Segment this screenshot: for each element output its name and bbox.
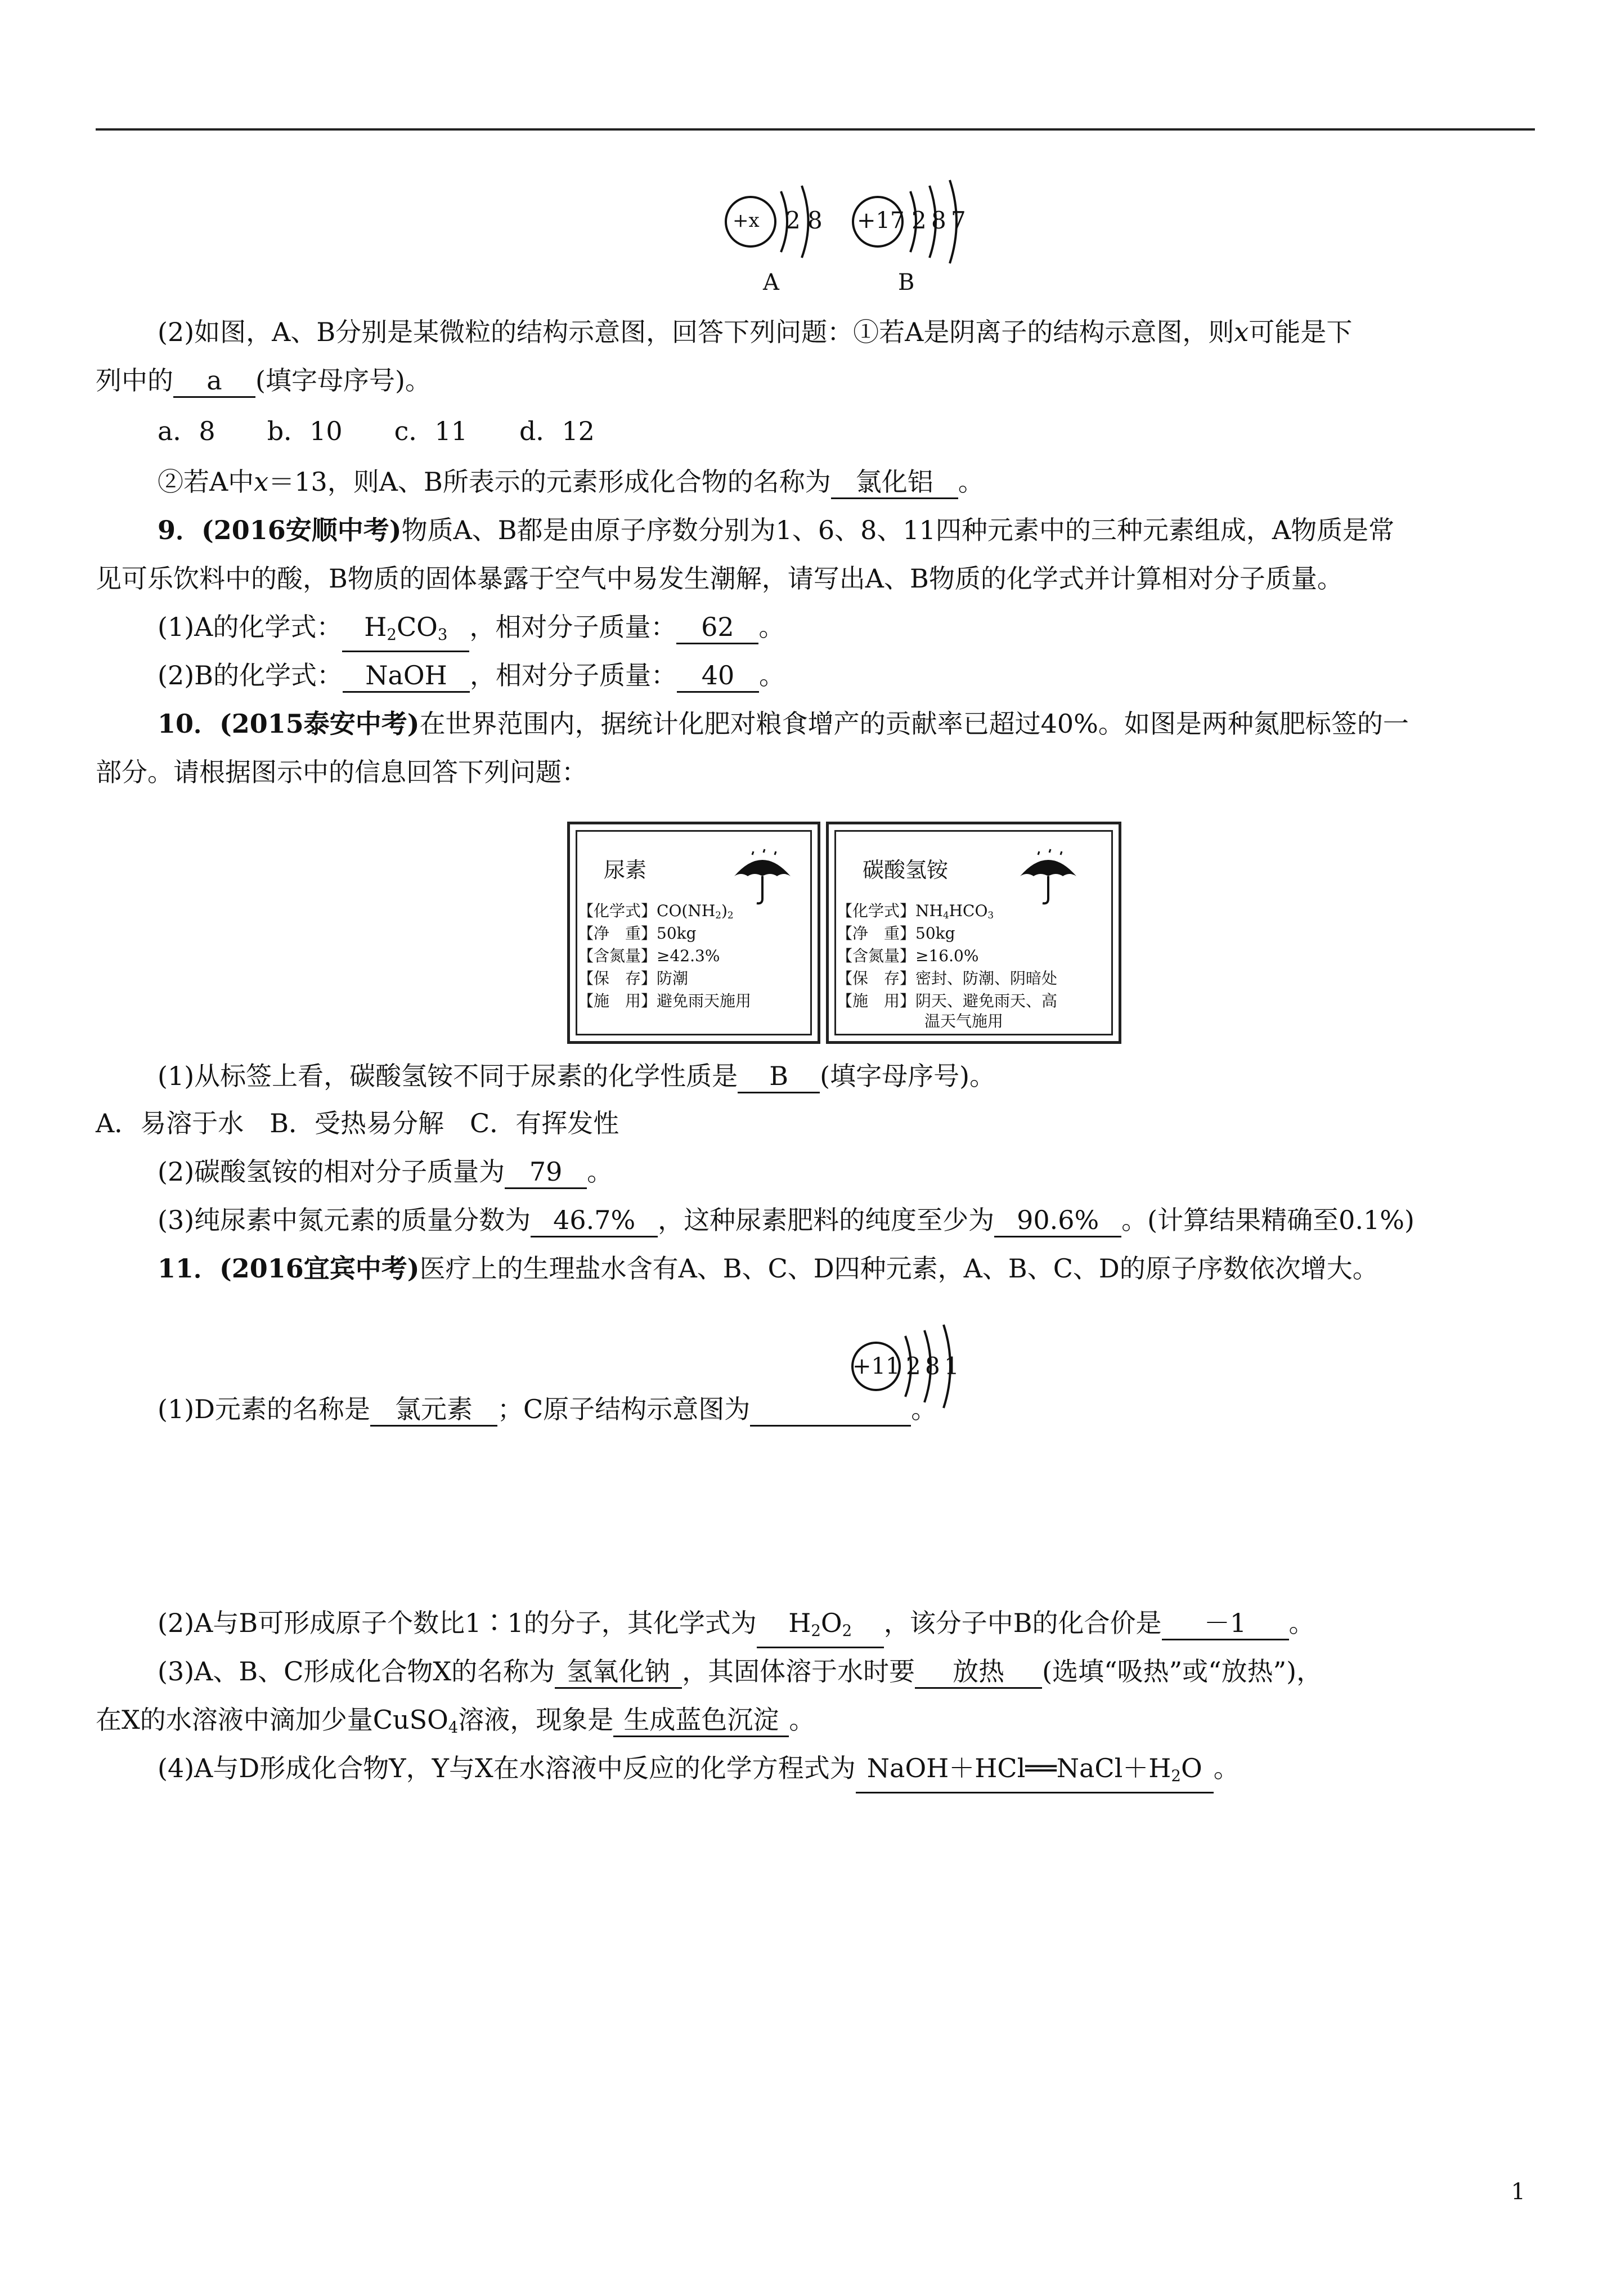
q9-mass-a: 62: [676, 611, 758, 644]
q10-part1: (1)从标签上看，碳酸氢铵不同于尿素的化学性质是 B (填字母序号)。: [158, 1059, 995, 1093]
q10-stem-line2: 部分。请根据图示中的信息回答下列问题：: [96, 757, 587, 787]
umbrella-rain-icon: [729, 847, 796, 915]
fertilizer-label-nh4hco3: [826, 822, 1121, 1044]
atom-c-shell-1: 2: [906, 1352, 921, 1380]
q11-part3: (3)A、B、C形成化合物X的名称为 氢氧化钠 ，其固体溶于水时要 放热 (选填“吸热”或“放热”)，: [158, 1654, 1322, 1689]
q8-2-options: a．8 b．10 c．11 d．12: [158, 416, 595, 446]
label-nh4hco3-row-storage: 【保 存】密封、防潮、阴暗处: [837, 969, 1058, 988]
q10-options: A．易溶于水 B．受热易分解 C．有挥发性: [96, 1108, 619, 1138]
label-nh4hco3-title: 碳酸氢铵: [863, 858, 949, 882]
atom-c-shell-2: 8: [925, 1352, 940, 1380]
q8-2-answer: a: [173, 365, 255, 398]
q11-part4-answer: $NaOH+HCl══NaCl+H_2O$: [856, 1752, 1214, 1793]
label-nh4hco3-row-weight: 【净 重】50kg: [837, 924, 955, 943]
atom-a-caption: A: [763, 270, 779, 295]
label-urea-row-usage: 【施 用】避免雨天施用: [578, 992, 752, 1010]
label-urea-row-storage: 【保 存】防潮: [578, 969, 689, 988]
atom-a-nucleus: +x: [733, 209, 760, 232]
q9-part1: (1)A的化学式： $H_2CO_3$ ，相对分子质量： 62 。: [158, 610, 784, 652]
q9-mass-b: 40: [677, 660, 759, 693]
atom-b-caption: B: [898, 270, 915, 295]
umbrella-rain-icon: [1014, 847, 1082, 915]
label-urea-row-formula: 【化学式】$CO(NH_2)_2$: [578, 902, 734, 921]
q9-stem-line2: 见可乐饮料中的酸，B物质的固体暴露于空气中易发生潮解，请写出A、B物质的化学式并计算相对分子质量。: [96, 563, 1343, 594]
q11-part3-answer1: 氢氧化钠: [555, 1656, 682, 1689]
atom-b-shell-2: 8: [931, 207, 946, 234]
q10-part2-answer: 79: [505, 1156, 587, 1189]
label-nh4hco3-row-formula: 【化学式】$NH_4HCO_3$: [837, 902, 994, 921]
q11-part1-answer: 氯元素: [370, 1393, 497, 1427]
atom-a-shell-2: 8: [807, 207, 823, 234]
q9-formula-b: NaOH: [343, 660, 470, 693]
q11-part2-formula: $H_2O_2$: [757, 1607, 884, 1648]
q8-2-sub2-answer: 氯化铝: [831, 466, 958, 499]
label-nh4hco3-row-nitrogen: 【含氮量】≥16.0%: [837, 947, 979, 965]
label-nh4hco3-row-usage-cont: 温天气施用: [924, 1012, 1004, 1030]
q11-part3-answer3: 生成蓝色沉淀: [613, 1704, 789, 1737]
atom-diagram-a: [715, 174, 844, 304]
atom-b-shell-3: 7: [951, 207, 966, 234]
q11-part1-diagram-blank: [750, 1393, 911, 1427]
page-number: 1: [1511, 2179, 1525, 2205]
atom-b-shell-1: 2: [911, 207, 927, 234]
q10-part3: (3)纯尿素中氮元素的质量分数为 46.7% ，这种尿素肥料的纯度至少为 90.6% 。(计算结果精确至0.1%): [158, 1203, 1415, 1237]
q10-stem-line1: 10．(2015泰安中考)在世界范围内，据统计化肥对粮食增产的贡献率已超过40%。如图是两种氮肥标签的一: [158, 708, 1409, 739]
atom-c-nucleus: +11: [852, 1353, 900, 1379]
q11-part4: (4)A与D形成化合物Y，Y与X在水溶液中反应的化学方程式为 $NaOH+HCl══NaCl+H_2O$ 。: [158, 1751, 1240, 1793]
q9-formula-a: $H_2CO_3$: [342, 611, 469, 652]
atom-a-shell-1: 2: [785, 207, 801, 234]
q10-part2: (2)碳酸氢铵的相对分子质量为 79 。: [158, 1155, 613, 1189]
q9-stem-line1: 9．(2016安顺中考)物质A、B都是由原子序数分别为1、6、8、11四种元素中的三种元素组成，A物质是常: [158, 515, 1395, 545]
q11-part3-line2: 在X的水溶液中滴加少量CuSO$_4$溶液，现象是 生成蓝色沉淀 。: [96, 1705, 815, 1737]
q11-part1: (1)D元素的名称是 氯元素 ；C原子结构示意图为 。: [158, 1392, 937, 1427]
label-nh4hco3-row-usage: 【施 用】阴天、避免雨天、高: [837, 992, 1058, 1010]
q9-part2: (2)B的化学式： NaOH ，相对分子质量： 40 。: [158, 658, 785, 693]
q11-part3-answer2: 放热: [915, 1656, 1042, 1689]
q8-2-line2: 列中的 a (填字母序号)。: [96, 364, 431, 398]
label-urea-title: 尿素: [604, 858, 647, 882]
atom-c-shell-3: 1: [944, 1352, 959, 1380]
label-urea-row-weight: 【净 重】50kg: [578, 924, 697, 943]
label-urea-row-nitrogen: 【含氮量】≥42.3%: [578, 947, 720, 965]
q11-part2: (2)A与B可形成原子个数比1∶1的分子，其化学式为 $H_2O_2$ ，该分子中B的化合价是 －1 。: [158, 1606, 1315, 1648]
q10-part3-answer2: 90.6%: [994, 1204, 1121, 1237]
q11-stem: 11．(2016宜宾中考)医疗上的生理盐水含有A、B、C、D四种元素，A、B、C、D的原子序数依次增大。: [158, 1253, 1378, 1284]
q10-part3-answer1: 46.7%: [531, 1204, 658, 1237]
fertilizer-label-urea: [567, 822, 820, 1044]
q10-part1-answer: B: [738, 1060, 820, 1093]
q8-2-sub2: ②若A中x＝13，则A、B所表示的元素形成化合物的名称为 氯化铝 。: [158, 465, 984, 499]
header-rule: [96, 128, 1535, 131]
q8-2-line1: (2)如图，A、B分别是某微粒的结构示意图，回答下列问题：①若A是阴离子的结构示意图，则x可能是下: [158, 317, 1353, 347]
atom-b-nucleus: +17: [857, 208, 905, 234]
q11-part2-answer: －1: [1162, 1607, 1289, 1640]
